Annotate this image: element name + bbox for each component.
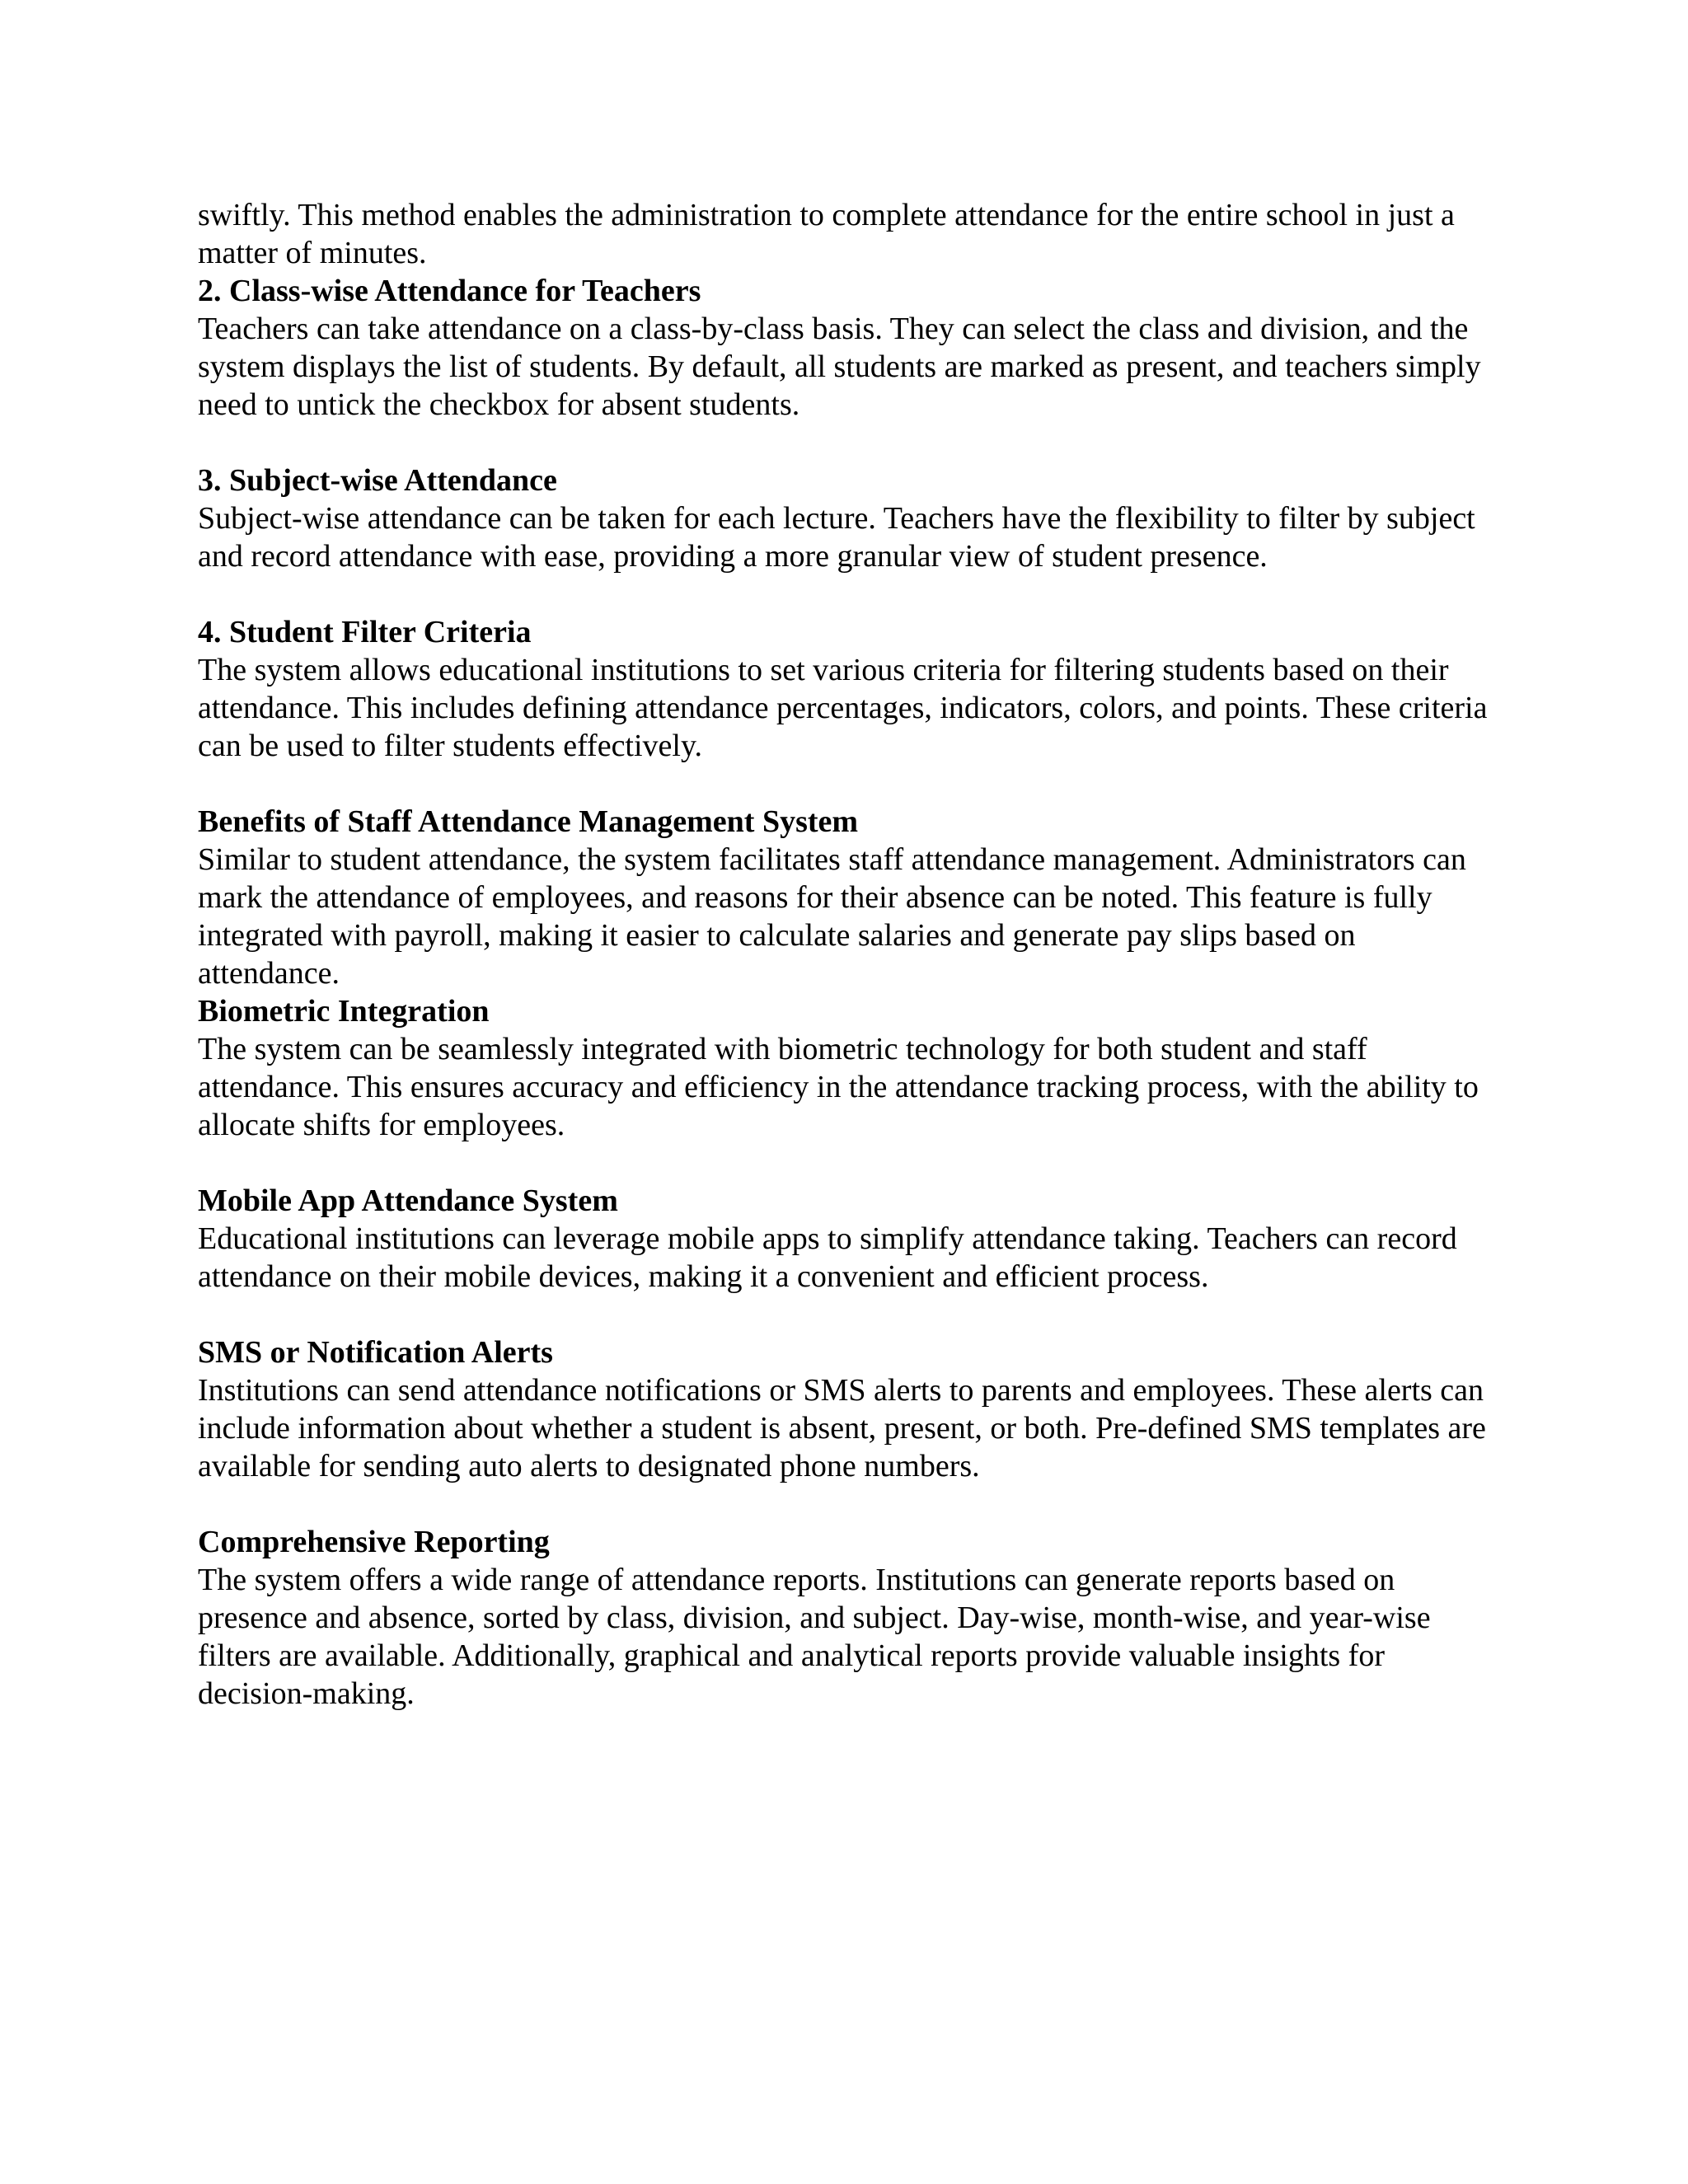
feature-heading: Comprehensive Reporting [198,1525,550,1559]
feature-body: Institutions can send attendance notifications or SMS alerts to parents and employees. These alerts can include information about whether a student is absent, present, or both. Pre-defined SMS templates are available for sending auto alerts to designated phone numbers. [198,1373,1486,1483]
feature-body: Educational institutions can leverage mobile apps to simplify attendance taking. Teachers can record attendance on their mobile devices, making it a convenient and efficient process. [198,1221,1457,1294]
section-body: Subject-wise attendance can be taken for each lecture. Teachers have the flexibility to filter by subject and record attendance with ease, providing a more granular view of student presence. [198,501,1475,574]
section-heading: 4. Student Filter Criteria [198,615,532,649]
feature-mobile-app-attendance [198,1182,1500,1296]
section-body: Teachers can take attendance on a class-by-class basis. They can select the class and division, and the system displays the list of students. By default, all students are marked as present, and teachers simply need to untick the checkbox for absent students. [198,312,1481,422]
feature-biometric-integration [198,992,1500,1144]
feature-heading: Mobile App Attendance System [198,1183,618,1218]
section-body: The system allows educational institutions to set various criteria for filtering students based on their attendance. This includes defining attendance percentages, indicators, colors, and points. These criteria can be used to filter students effectively. [198,653,1488,763]
intro-paragraph: swiftly. This method enables the administration to complete attendance for the entire school in just a matter of minutes. [198,198,1455,270]
section-heading: 2. Class-wise Attendance for Teachers [198,274,701,308]
staff-attendance-paragraph: Similar to student attendance, the system facilitates staff attendance management. Administrators can mark the attendance of employees, and reasons for their absence can be noted. This feature is fully integrated with payroll, making it easier to calculate salaries and generate pay slips based on attendance. [198,842,1466,991]
section-subject-wise-attendance [198,462,1500,575]
document-page [198,196,1500,1750]
feature-heading: SMS or Notification Alerts [198,1335,553,1370]
section-student-filter-criteria [198,613,1500,765]
section-class-wise-attendance [198,272,1500,424]
staff-attendance-heading: Benefits of Staff Attendance Management System [198,804,859,839]
feature-body: The system can be seamlessly integrated with biometric technology for both student and staff attendance. This ensures accuracy and efficiency in the attendance tracking process, with the ability to allocate shifts for employees. [198,1032,1479,1142]
section-heading: 3. Subject-wise Attendance [198,463,557,498]
feature-body: The system offers a wide range of attendance reports. Institutions can generate reports based on presence and absence, sorted by class, division, and subject. Day-wise, month-wise, and year-wise filters are available. Additionally, graphical and analytical reports provide valuable insights for decision-making. [198,1563,1431,1711]
feature-heading: Biometric Integration [198,994,490,1029]
feature-sms-notification-alerts [198,1333,1500,1485]
feature-comprehensive-reporting [198,1523,1500,1713]
